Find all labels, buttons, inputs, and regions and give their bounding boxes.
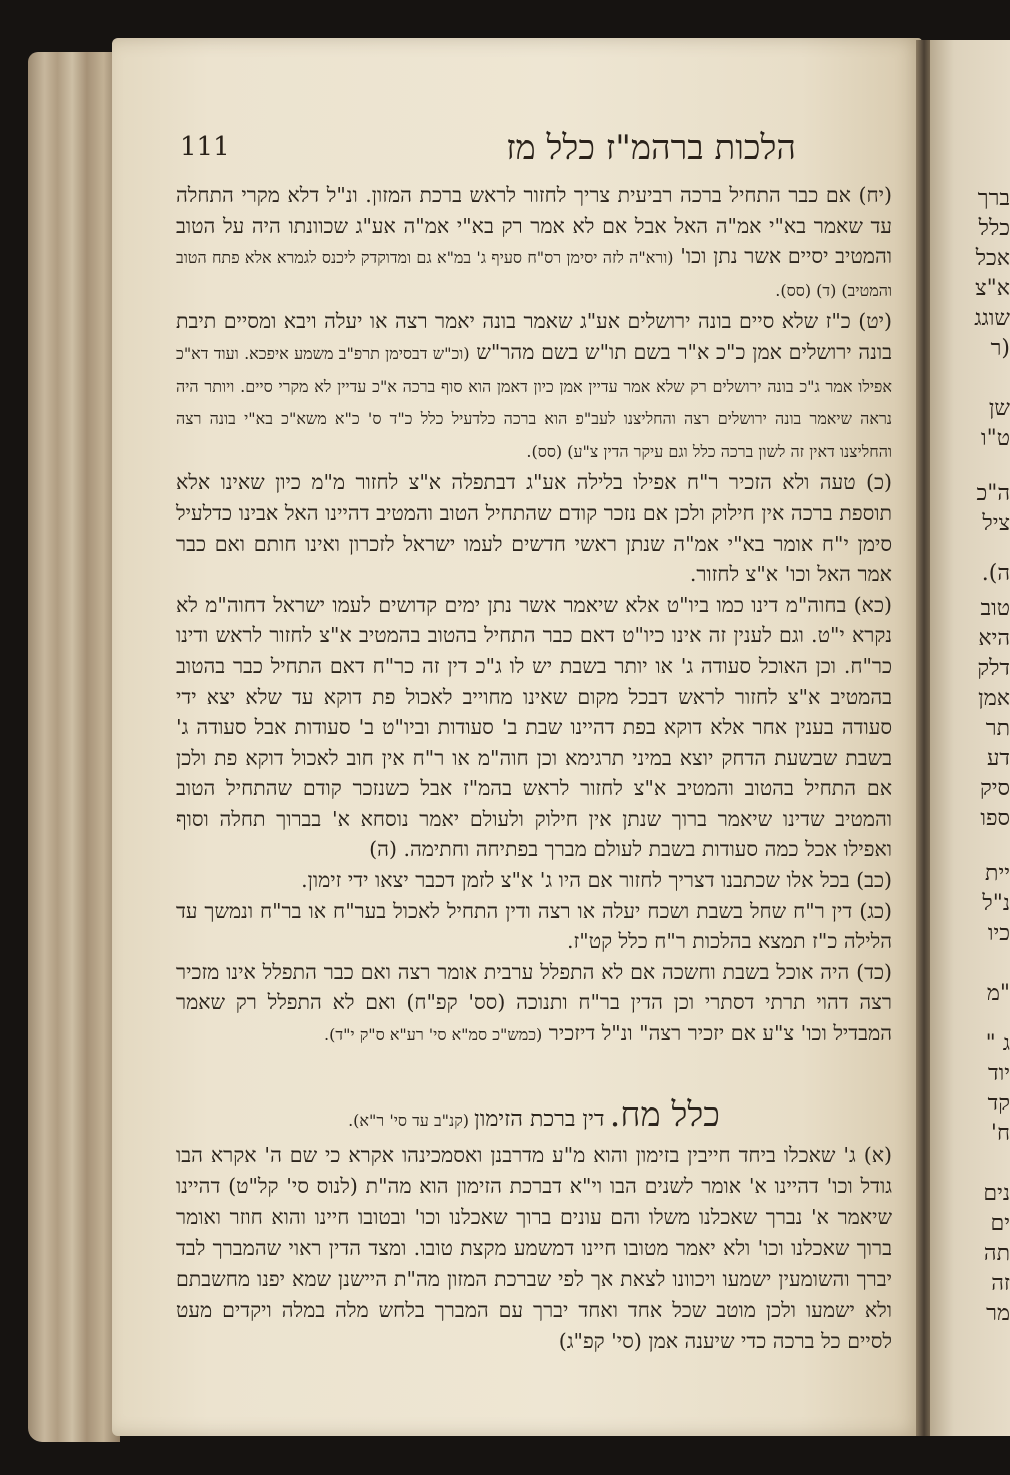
next-page-fragment: ט"ו [980, 426, 1010, 451]
next-page-fragment: ה). [981, 561, 1010, 586]
next-page-fragment: ה"כ [976, 481, 1010, 506]
paragraph-24: (כד) היה אוכל בשבת וחשכה אם לא התפלל ערבית אומר רצה ואם כבר התפלל אינו מזכיר רצה דהוי תרתי דסתרי וכן הדין בר"ח ותנוכה (סס' קפ"ח) ואם לא התפלל רק שאמר המבדיל וכו' צ"ע אם יזכיר רצה" ונ"ל דיזכיר (כמש"כ סמ"א סי' רע"א ס"ק י"ד). [176, 959, 892, 1046]
next-page-fragment: יית [985, 861, 1010, 886]
next-page-fragment: זה [991, 1271, 1010, 1296]
inline-note: (ורא"ה לזה יסימן רס"ח סעיף ג' במ"א גם ומדוקדק ליכנס לגמרא אלא פתח הטוב והמטיב) (ד) (סס). [176, 248, 892, 300]
paragraph-18: (יח) אם כבר התחיל ברכה רביעית צריך לחזור לראש ברכת המזון. ונ"ל דלא מקרי התחלה עד שאמר בא"י אמ"ה האל אבל אם לא אמר רק בא"י אמ"ה אע"ג שכוונתו היה על הטוב והמטיב יסיים אשר נתן וכו' (ורא"ה לזה יסימן רס"ח סעיף ג' במ"א גם ומדוקדק ליכנס לגמרא אלא פתח הטוב והמטיב) (ד) (סס). [176, 183, 892, 300]
section-heading [176, 1095, 892, 1135]
next-page-fragment: "מ [986, 981, 1010, 1006]
next-page-fragment: ספו [980, 806, 1010, 831]
next-page-fragment: שוגג [974, 306, 1010, 331]
page-header [176, 128, 892, 178]
next-page-fragment: תר [985, 716, 1010, 741]
section-reference: (קנ"ב עד סי' ר"א). [348, 1111, 470, 1130]
paragraph-23: (כג) דין ר"ח שחל בשבת ושכח יעלה או רצה ודין התחיל לאכול בער"ח או בר"ח ונמשך עד הלילה כ"ז תמצא בהלכות ר"ח כלל קט"ז. [176, 898, 892, 954]
inline-note: (כמש"כ סמ"א סי' רע"א ס"ק י"ד). [324, 1025, 543, 1045]
next-page-fragment: קד [987, 1091, 1010, 1116]
next-page-fragment: נים [983, 1181, 1010, 1206]
section-title: כלל מח. [609, 1095, 720, 1135]
next-page-fragment: דלק [977, 656, 1010, 681]
next-page-fragment: סיק [979, 776, 1010, 801]
next-page-fragment: ציל [982, 511, 1010, 536]
next-page-fragment: ח' [990, 1121, 1010, 1146]
next-page-fragment: (ר [990, 336, 1010, 361]
next-page-fragment: טוב [980, 596, 1010, 621]
next-page-fragment: ג " [985, 1031, 1010, 1056]
next-page-fragment: א"צ [975, 276, 1010, 301]
next-page-fragment: כיו [987, 921, 1010, 946]
next-page-fragment: ים [990, 1211, 1010, 1236]
paragraph-20: (כ) טעה ולא הזכיר ר"ח אפילו בלילה אע"ג דבתפלה א"צ לחזור מ"מ כיון שאינו אלא תוספת ברכה אין חילוק ולכן אם נזכר קודם שהתחיל הטוב והמטיב דהיינו האל אבינו כדלעיל סימן י"ח אומר בא"י אמ"ה שנתן ראשי חדשים לעמו ישראל לזכרון ואינו חותם ואם כבר אמר האל וכו' א"צ לחזור. [176, 470, 892, 587]
next-page-fragment: ברך [977, 186, 1010, 211]
next-page-fragment: מר [986, 1301, 1010, 1326]
main-text [176, 180, 892, 1051]
next-page-fragment: היא [978, 626, 1010, 651]
next-page-fragment: דע [986, 746, 1010, 771]
next-page-fragment: שן [988, 396, 1010, 421]
page-number: 111 [180, 132, 230, 162]
next-page-fragment: כלל [978, 216, 1010, 241]
inline-note: (וכ"ש דבסימן תרפ"ב משמע איפכא. ועוד דא"כ אפילו אמר ג"כ בונה ירושלים רק שלא אמר עדיין אמן כיון דאמן הוא סוף ברכה א"כ עדיין לא מקרי סיים. ויותר היה נראה שיאמר בונה ירושלים רצה והחליצנו לעב"פ הוא ברכה כלדעיל כלל כ"ד ס' כ"א משא"כ בא"י בונה רצה והחליצנו דאין זה לשון ברכה כלל וגם עיקר הדין צ"ע) (סס). [176, 343, 893, 461]
paragraph-1: (א) ג' שאכלו ביחד חייבין בזימון והוא מ"ע מדרבנן ואסמכינהו אקרא כי שם ה' אקרא הבו גודל וכו' דהיינו א' אומר לשנים הבו וי"א דברכת הזימון הוא מה"ת (לנוס סי' קל"ט) דהיינו שיאמר א' נברך שאכלנו משלו והם עונים ברוך שאכלנו וכו' ובטובו חיינו והוא חוזר ואומר ברוך שאכלנו וכו' ולא יאמר מטובו חיינו דמשמע מקצת טובו. ומצד הדין ראוי שהמברך לבד יברך והשומעין ישמעו ויכוונו לצאת אך לפי שברכת המזון מה"ת היישנן שמא יפנו מחשבתם ולא ישמעו ולכן מוטב שכל אחד ואחד יברך עם המברך בלחש מלה במלה ויקדים מעט לסיים כל ברכה כדי שיענה אמן (סי' קפ"ג) [176, 1143, 892, 1353]
next-page-fragment: יוד [988, 1061, 1010, 1086]
next-page-edge [930, 40, 1010, 1436]
section-text [176, 1140, 892, 1357]
running-title: הלכות ברהמ"ז כלל מז [506, 128, 796, 168]
next-page-fragment: תה [983, 1241, 1010, 1266]
next-page-fragment: אכל [975, 246, 1010, 271]
section-subtitle: דין ברכת הזימון [474, 1107, 605, 1132]
paragraph-19: (יט) כ"ז שלא סיים בונה ירושלים אע"ג שאמר בונה יאמר רצה או יעלה ויבא ומסיים תיבת בונה ירושלים אמן כ"כ א"ר בשם תו"ש בשם מהר"ש (וכ"ש דבסימן תרפ"ב משמע איפכא. ועוד דא"כ אפילו אמר ג"כ בונה ירושלים רק שלא אמר עדיין אמן כיון דאמן הוא סוף ברכה א"כ עדיין לא מקרי סיים. ויותר היה נראה שיאמר בונה ירושלים רצה והחליצנו לעב"פ הוא ברכה כלדעיל כלל כ"ד ס' כ"א משא"כ בא"י בונה רצה והחליצנו דאין זה לשון ברכה כלל וגם עיקר הדין צ"ע) (סס). [176, 309, 893, 461]
next-page-fragment: אמן [978, 686, 1010, 711]
book-page-edges [28, 52, 120, 1442]
paragraph-21: (כא) בחוה"מ דינו כמו ביו"ט אלא שיאמר אשר נתן ימים קדושים לעמו ישראל דחוה"מ לא נקרא י"ט. וגם לענין זה אינו כיו"ט דאם כבר התחיל בהטוב בהמטיב א"צ לחזור לראש ודינו כר"ח. וכן האוכל סעודה ג' או יותר בשבת יש לו ג"כ דין זה כר"ח דאם התחיל כבר בהטוב בהמטיב א"צ לחזור לראש דבכל מקום שאינו מחוייב לאכול פת דוקא עד שלא יצא ידי סעודה בענין אחר אלא דוקא בפת דהיינו שבת ב' סעודות וביו"ט ב' סעודות אבל סעודה ג' בשבת שבשעת הדחק יוצא במיני תרגימא וכן חוה"מ או ר"ח אין חוב לאכול דוקא פת ולכן אם התחיל בהטוב והמטיב א"צ לחזור לראש בהמ"ז אבל כשנזכר קודם שהתחיל הטוב והמטיב שדינו שיאמר ברוך שנתן אין חילוק ולעולם יאמר נוסחא א' בברוך תחלה וסוף ואפילו אכל כמה סעודות בשבת לעולם מברך בפתיחה וחתימה. (ה) [176, 592, 892, 862]
paragraph-22: (כב) בכל אלו שכתבנו דצריך לחזור אם היו ג' א"צ לזמן דכבר יצאו ידי זימון. [301, 868, 892, 893]
next-page-fragment: נ"ל [982, 891, 1010, 916]
